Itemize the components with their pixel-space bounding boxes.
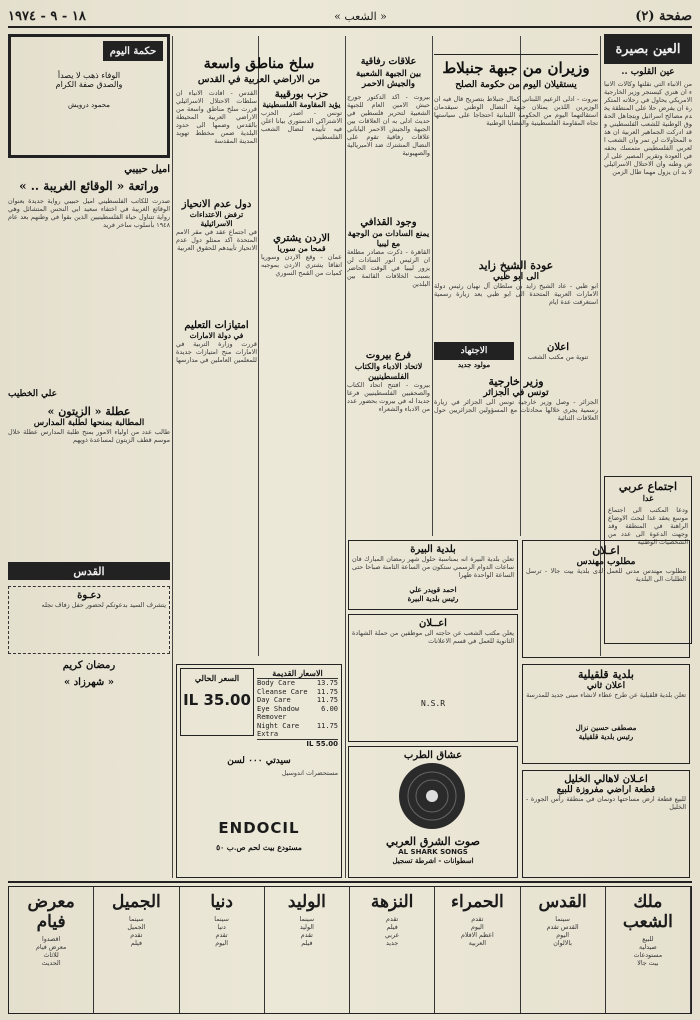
story-title: عطلة « الزيتون » bbox=[47, 405, 131, 418]
sub-column bbox=[176, 89, 257, 440]
cinema-ad-line: صيدلية bbox=[639, 944, 657, 951]
cinema-ad-line: سينما bbox=[299, 916, 315, 923]
ad-title: عشاق الطرب bbox=[403, 750, 463, 761]
old-price-title: الاسعار القديمة bbox=[257, 668, 338, 679]
cinema-ad-line: تقدم bbox=[130, 932, 143, 939]
column-subtitle: عين القلوب .. bbox=[621, 67, 675, 77]
cinema-ad-line: فيلم bbox=[301, 940, 313, 947]
ad-body: تنوية من مكتب الشعب bbox=[527, 353, 589, 361]
classified-ad bbox=[522, 540, 690, 658]
cinema-ad bbox=[265, 887, 350, 1013]
story-title: فرع بيروت bbox=[365, 350, 412, 361]
cinema-ad-line: بيت جالا bbox=[637, 960, 659, 967]
price-item-value: 11.75 bbox=[316, 721, 338, 730]
story-body: بيروت - افتتح اتحاد الكتاب والصحفيين الفلسطينيين فرعا جديدا له في بيروت بحضور عدد من الادباء والشعراء bbox=[347, 381, 430, 413]
article-body: بيروت - ادلى الزعيم اللبناني كمال جنبلاط بتصريح قال فيه ان الوزيرين اللذين يمثلان جبهة النضال الوطني سيقدمان استقالتهما اليوم من الحكومة اللبنانية احتجاجا على سياستها تجاه المقاومة الفلسطينية والقضايا الوطنية bbox=[434, 95, 598, 127]
cinema-ad bbox=[606, 887, 691, 1013]
quote-author: محمود درويش bbox=[67, 101, 111, 109]
ad-sub: مطلوب مهندس bbox=[576, 557, 636, 567]
cinema-ad-line: اليوم bbox=[215, 940, 228, 947]
cinema-ad-line: اعظم الافلام bbox=[460, 932, 494, 939]
old-price-list bbox=[257, 668, 338, 748]
story-subtitle: لاتحاد الادباء والكتاب الفلسطينيين bbox=[354, 361, 423, 381]
ad-body: يعلن مكتب الشعب عن حاجته الى موظفين من حملة الشهادة الثانوية للعمل في قسم الاعلانات bbox=[352, 629, 514, 645]
story-subtitle: المطالبة بمنحها لطلبة المدارس bbox=[33, 418, 145, 428]
column-5 bbox=[8, 34, 170, 878]
ad-code: N.S.R bbox=[420, 699, 446, 708]
story-subtitle: قمحا من سوريا bbox=[277, 244, 326, 253]
cinema-ad-line: سينما bbox=[214, 916, 229, 923]
price-item-name: Night Care Extra bbox=[257, 721, 300, 738]
article-body: صدرت للكاتب الفلسطيني اميل حبيبي رواية جديدة بعنوان الوقائع الغريبة في اختفاء سعيد ابي النحس المتشائل وهي رواية تتناول حياة الفلسطينيين الذين بقوا في وطنهم بعد عام ١٩٤٨ بأسلوب ساخر فريد bbox=[8, 197, 170, 229]
cinema-ad-line: معرض فيام bbox=[36, 944, 67, 951]
price-row bbox=[257, 696, 338, 705]
story-title: حزب بورقيبة bbox=[274, 89, 329, 100]
subheadline: يستقيلان اليوم من حكومة الصلح bbox=[455, 80, 577, 90]
old-price-total: IL 55.00 bbox=[257, 739, 338, 748]
ad-title: اعـلان bbox=[592, 544, 620, 557]
classified-ad bbox=[348, 614, 518, 742]
shahrazad-ad: « شهرزاد » bbox=[63, 677, 115, 688]
column-rule bbox=[432, 36, 433, 536]
sub-column bbox=[261, 89, 342, 440]
cinema-ad-line: فيلم bbox=[130, 940, 142, 947]
cinema-ad-line: اقصدوا bbox=[41, 936, 61, 943]
quote-header bbox=[15, 41, 163, 61]
cinema-ad-line: بالالوان bbox=[553, 940, 573, 947]
ad-body: تعلن بلدية قلقيلية عن طرح عطاء لانشاء مبنى جديد للمدرسة bbox=[526, 691, 686, 699]
headline: وراتعة « الوقائع الغريبة .. » bbox=[19, 179, 159, 193]
cinema-ad bbox=[180, 887, 265, 1013]
column-rule bbox=[345, 36, 346, 878]
price-row bbox=[257, 722, 338, 739]
ad-block bbox=[518, 342, 598, 369]
box-title: اجتماع عربي bbox=[618, 480, 678, 493]
cinema-ad-line: دنيا bbox=[217, 924, 226, 931]
cinema-ad-name: النزهة bbox=[370, 892, 414, 912]
ad-block bbox=[434, 342, 514, 369]
ad-title: اعلان bbox=[546, 342, 570, 353]
price-item-name: Cleanse Care bbox=[257, 687, 308, 696]
current-price-box bbox=[180, 668, 254, 736]
cinema-ad-line: مستودعات bbox=[633, 952, 663, 959]
cinema-ad bbox=[9, 887, 94, 1013]
quote-line: الوفاء ذهب لا يصدأ bbox=[57, 71, 121, 80]
classified-ad bbox=[522, 664, 690, 764]
story-body: في اجتماع عقد في مقر الامم المتحدة اكد ممثلو دول عدم الانحياز تأييدهم للحقوق العربية bbox=[176, 228, 257, 252]
cinema-ad-line: فيلم bbox=[386, 924, 398, 931]
column-rule bbox=[172, 36, 173, 878]
price-row bbox=[257, 679, 338, 688]
cinema-ad-name: ملك الشعب bbox=[622, 892, 673, 932]
story-title: عودة الشيخ زايد bbox=[478, 259, 554, 272]
quote-line: والصدق صفة الكرام bbox=[55, 80, 123, 89]
price-rows bbox=[257, 679, 338, 739]
ad-brand-latin: AL SHARK SONGS bbox=[398, 848, 468, 856]
ad-sub: مولود جديد bbox=[457, 360, 491, 369]
column-logo: العين بصيرة bbox=[604, 34, 692, 64]
cinema-ad-line: الجميل bbox=[127, 924, 146, 931]
headline: وزيران من جبهة جنبلاط bbox=[434, 54, 598, 77]
cinema-ad-line: تقدم bbox=[300, 932, 313, 939]
invitation-title: دعـوة bbox=[77, 590, 101, 601]
story-body: طالب عدد من اولياء الامور بمنح طلبة المدارس عطلة خلال موسم قطف الزيتون لمساعدة ذويهم bbox=[8, 428, 170, 444]
ad-sub: قطعة اراضي مفروزة للبيع bbox=[556, 785, 656, 795]
story-body: قررت وزارة التربية في الامارات منح امتيازات جديدة للمعلمين العاملين في مدارسها bbox=[176, 340, 257, 364]
classified-ad bbox=[522, 770, 690, 878]
article-body: بيروت - اكد الدكتور جورج حبش الامين العام للجبهة الشعبية لتحرير فلسطين في حديث ادلى به ان العلاقات بين الجبهة والجيش الاحمر الياباني علاقات رفاقية تقوم على النضال المشترك ضد الامبريالية والصهيونية bbox=[347, 93, 430, 157]
paper-name: « الشعب » bbox=[334, 9, 387, 23]
ad-sub: اعلان ثاني bbox=[586, 681, 626, 691]
box-subtitle: غدا bbox=[642, 493, 654, 503]
cinema-ad-name: الوليد bbox=[287, 892, 326, 912]
box-body: ودعا المكتب الى اجتماع موسع يعقد غدا لبحث الاوضاع الراهنة في المنطقة وقد وجهت الدعوة الى عدد من الشخصيات الوطنية bbox=[608, 506, 688, 546]
price-item-value: 11.75 bbox=[316, 687, 338, 696]
cinema-ads-strip bbox=[8, 886, 692, 1014]
cinema-ad-line: العربية bbox=[468, 940, 486, 947]
price-ad-top bbox=[180, 668, 338, 748]
story-title: دول عدم الانحياز bbox=[181, 199, 252, 210]
price-item-value: 13.75 bbox=[316, 679, 338, 687]
ad-title: بلدية البيرة bbox=[410, 544, 456, 555]
story-subtitle: في دولة الامارات bbox=[189, 331, 244, 340]
headline: سلخ مناطق واسعة bbox=[203, 56, 315, 72]
column-4 bbox=[176, 56, 342, 660]
price-item-name: Day Care bbox=[257, 696, 291, 704]
price-ad-caption: سيدتي ٠٠٠ لسن bbox=[227, 755, 291, 766]
ad-body: تعلن بلدية البيرة انه بمناسبة حلول شهر رمضان المبارك فان ساعات الدوام الرسمي ستكون من الساعة الثامنة صباحا حتى الساعة الواحدة ظهرا bbox=[352, 555, 514, 579]
invitation-body: يتشرف السيد بدعوتكم لحضور حفل زفاف نجله bbox=[41, 601, 166, 609]
story-subtitle: تونس في الجزائر bbox=[483, 388, 549, 398]
article-body: القدس - افادت الانباء ان سلطات الاحتلال الاسرائيلي قررت سلخ مناطق واسعة من الاراضي العربية المحيطة بالقدس وضمها الى حدود البلدية ضمن مخطط تهويد المدينة المقدسة bbox=[176, 89, 257, 145]
section-title: علي الخطيب bbox=[8, 389, 57, 399]
ad-title: اعــلان bbox=[419, 618, 447, 629]
column-2 bbox=[434, 34, 598, 536]
cinema-ad-line: الوليد bbox=[299, 924, 314, 931]
cinema-ad-line: الحديث bbox=[41, 960, 61, 967]
price-row bbox=[257, 705, 338, 722]
story-title: امتيازات التعليم bbox=[184, 320, 249, 331]
ad-logo: الاجتهاد bbox=[434, 342, 514, 360]
brand-name: ENDOCIL bbox=[218, 818, 300, 837]
cinema-ad-line: القدس تقدم bbox=[546, 924, 579, 931]
cinema-ad bbox=[435, 887, 520, 1013]
ad-signer-title: رئيس بلدية قلقيلية bbox=[578, 732, 634, 741]
ad-title: اعـلان لاهالي الخليل bbox=[564, 774, 648, 785]
bottom-rule bbox=[8, 881, 692, 883]
ad-signer-title: رئيس بلدية البيرة bbox=[407, 594, 459, 603]
paper-logo: القدس bbox=[8, 562, 170, 580]
story-title: الاردن يشتري bbox=[273, 233, 330, 244]
price-item-value: 11.75 bbox=[316, 696, 338, 704]
quote-box bbox=[8, 34, 170, 158]
story-subtitle: يمنع السادات من الوجهة مع ليبيا bbox=[347, 228, 430, 248]
price-item-name: Body Care bbox=[257, 679, 295, 687]
price-ad-footer: مستودع بيت لحم ص.ب ٥٠ bbox=[216, 842, 302, 852]
story-subtitle: يؤيد المقاومة الفلسطينية bbox=[262, 100, 341, 109]
subheadline: بين الجبهة الشعبية والجيش الاحمر bbox=[355, 69, 422, 89]
story-body: الجزائر - وصل وزير خارجية تونس الى الجزائر في زيارة رسمية يجري خلالها محادثات مع المسؤولين الجزائريين حول العلاقات الثنائية bbox=[434, 398, 598, 422]
cinema-ad-line: سينما bbox=[129, 916, 144, 923]
story-subtitle: ترفض الاعتداءات الاسرائيلية bbox=[189, 210, 244, 228]
ad-brand: صوت الشرق العربي bbox=[386, 835, 480, 848]
masthead bbox=[8, 6, 692, 28]
price-item-name: Eye Shadow Remover bbox=[257, 704, 300, 721]
story-body: القاهرة - ذكرت مصادر مطلعة ان الرئيس انور السادات لن يزور ليبيا في الوقت الحاضر بسبب الخلافات القائمة بين البلدين bbox=[347, 248, 430, 288]
cinema-ad bbox=[350, 887, 435, 1013]
subheadline: من الاراضي العربية في القدس bbox=[197, 74, 321, 85]
invitation-box bbox=[8, 586, 170, 654]
ad-signer: احمد قويدر علي bbox=[409, 585, 457, 594]
cinema-ad-line: جديد bbox=[385, 940, 399, 947]
record-logo bbox=[352, 761, 512, 831]
cinema-ad-line: تقدم bbox=[215, 932, 228, 939]
cinema-ad-name: دنيا bbox=[210, 892, 233, 912]
music-ad bbox=[348, 746, 518, 878]
price-ad-body: مستحضرات اندوسيل bbox=[281, 768, 338, 777]
current-price-label: السعر الحالي bbox=[194, 673, 240, 683]
ad-signer: مصطفى حسين نزال bbox=[575, 723, 637, 732]
page-label: صفحة (٢) bbox=[635, 8, 692, 24]
column-3 bbox=[347, 56, 430, 536]
cinema-ad-line: للبيع bbox=[642, 936, 654, 943]
story-title: وزير خارجية bbox=[488, 375, 544, 388]
story-title: وجود القذافي bbox=[360, 217, 417, 228]
cinema-ad-line: اليوم bbox=[471, 924, 484, 931]
issue-date: ١٨ - ٩ - ١٩٧٤ bbox=[8, 8, 86, 24]
ad-body: مطلوب مهندس مدني للعمل لدى بلدية بيت جالا - ترسل الطلبات الى البلدية bbox=[526, 567, 686, 583]
cinema-ad-line: سينما bbox=[555, 916, 570, 923]
story-subtitle: الى ابو ظبي bbox=[492, 272, 540, 282]
cinema-ad-name: معرض فيام bbox=[27, 892, 75, 932]
cinema-ad-line: تقدم bbox=[471, 916, 484, 923]
cinema-ad-line: للاثاث bbox=[43, 952, 59, 959]
cinema-ad bbox=[94, 887, 179, 1013]
byline: اميل حبيبي bbox=[124, 164, 170, 175]
ad-body: للبيع قطعة ارض مساحتها دونمان في منطقة رأس الجورة - الخليل bbox=[526, 795, 686, 811]
headline: علاقات رفاقية bbox=[360, 56, 417, 67]
ramadan-greeting: رمضان كريم bbox=[62, 660, 116, 671]
classified-ad bbox=[348, 540, 518, 610]
ad-row bbox=[434, 342, 598, 369]
quote-title: حكمة اليوم bbox=[103, 41, 163, 61]
cinema-ad-line: تقدم bbox=[386, 916, 399, 923]
story-body: عمان - وقع الاردن وسوريا اتفاقا يشتري الاردن بموجبه كميات من القمح السوري bbox=[261, 253, 342, 277]
two-column-body bbox=[176, 89, 342, 440]
price-item-value: 6.00 bbox=[321, 704, 338, 713]
cinema-ad-name: الحمراء bbox=[450, 892, 504, 912]
cinema-ad-name: الجميل bbox=[112, 892, 161, 912]
story-body: ابو ظبي - عاد الشيخ زايد بن سلطان آل نهيان رئيس دولة الامارات العربية المتحدة الى ابو ظبي بعد زيارة رسمية استغرقت عدة ايام bbox=[434, 282, 598, 306]
price-row bbox=[257, 688, 338, 697]
cinema-ad-line: عربي bbox=[385, 932, 400, 939]
column-body: من الانباء التي نقلتها وكالات الانباء ان هنري كيسنجر وزير الخارجية الامريكي يحاول في رحلاته المتكررة ان يفرض حلا على المنطقة يخدم مصالح اسرائيل ويتجاهل الحقوق الوطنية للشعب الفلسطيني وقد ادركت الجماهير العربية ان هذه المحاولات لن تمر وان الشعب العربي الفلسطيني متمسك بحقه في العودة وتقرير المصير على ارض وطنه وان الاحتلال الاسرائيلي لا بد ان يزول مهما طال الزمن bbox=[604, 80, 692, 176]
cinema-ad bbox=[521, 887, 606, 1013]
cinema-ad-line: اليوم bbox=[556, 932, 569, 939]
price-ad bbox=[176, 664, 342, 878]
cinema-ad-name: القدس bbox=[538, 892, 587, 912]
ad-title: بلدية قلقيلية bbox=[578, 668, 634, 681]
current-price: IL 35.00 bbox=[183, 691, 251, 709]
ad-sub: اسطوانات - اشرطة تسجيل bbox=[392, 856, 474, 865]
story-body: تونس - اصدر الحزب الاشتراكي الدستوري بيانا اعلن فيه تأييده لنضال الشعب الفلسطيني bbox=[261, 109, 342, 141]
